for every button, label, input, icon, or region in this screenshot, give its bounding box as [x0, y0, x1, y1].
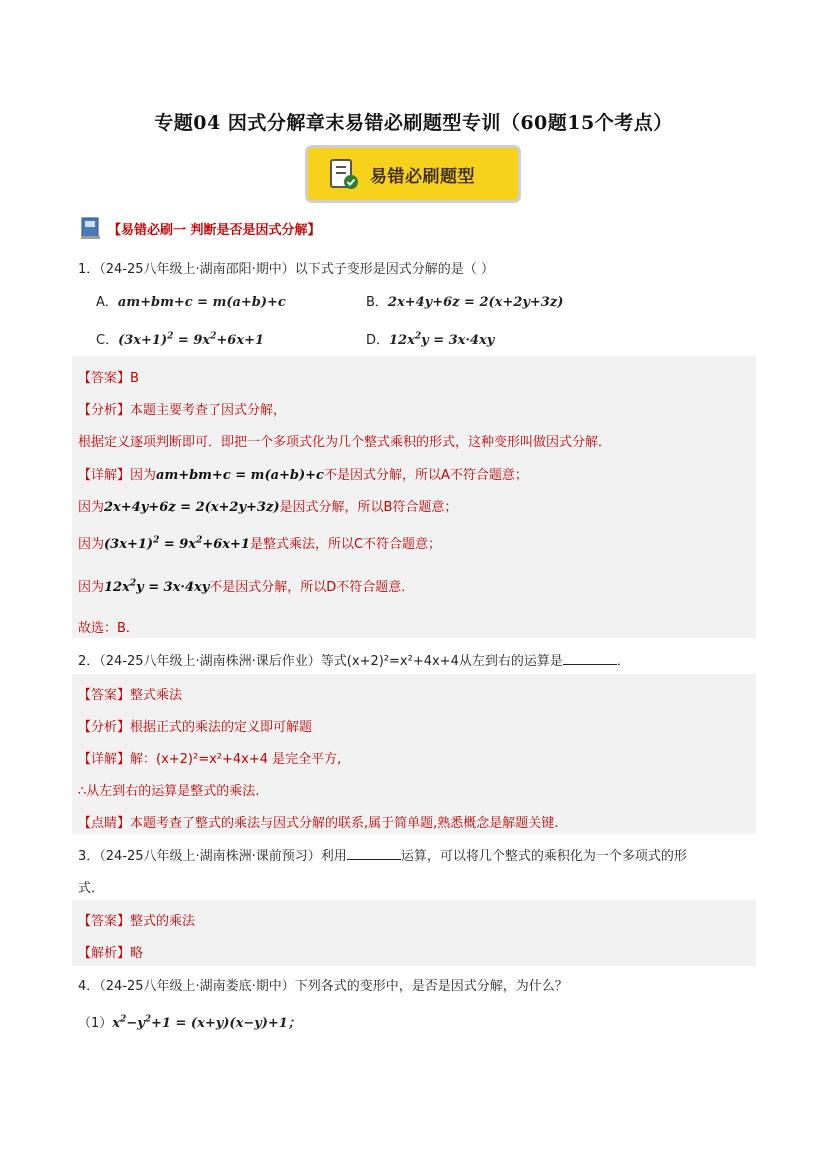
q3-stem-line2: 式．	[78, 881, 105, 896]
section-title: 【易错必刷一 判断是否是因式分解】	[108, 222, 321, 238]
q1-detail-a: 【详解】因为am+bm+c = m(a+b)+c不是因式分解，所以A不符合题意；	[78, 468, 528, 483]
q1-option-c	[96, 329, 264, 348]
document-title: 专题04 因式分解章末易错必刷题型专训（60题15个考点）	[154, 112, 673, 134]
section-heading	[78, 214, 321, 242]
q1-option-d-label: D．	[366, 333, 390, 348]
q1-option-d	[366, 329, 494, 348]
q1-option-a-expr: am+bm+c = m(a+b)+c	[117, 295, 286, 310]
q4-sub1: $(1)x^2-y^2+1 = (x+y)(x-y)+1$；	[78, 1014, 301, 1031]
q2-blank	[563, 652, 617, 665]
book-icon	[78, 215, 104, 241]
q2-detail-2: ∴从左到右的运算是整式的乘法.	[78, 784, 260, 799]
q1-detail-c: 因为$(3x+1)^2 = 9x^2+6x+1$是整式乘法，所以C不符合题意；	[78, 535, 442, 552]
q3-blank	[347, 847, 401, 860]
q1-option-b	[366, 291, 563, 310]
q2-comment: 【点睛】本题考查了整式的乘法与因式分解的联系,属于简单题,熟悉概念是解题关键.	[78, 816, 559, 831]
q1-analysis-2: 根据定义逐项判断即可．即把一个多项式化为几个整式乘积的形式，这种变形叫做因式分解．	[78, 435, 612, 450]
q3-stem: 3．（24-25八年级上·湖南株洲·课前预习）利用 运算，可以将几个整式的乘积化为一个多项式的形	[78, 849, 687, 864]
badge-label: 易错必刷题型	[370, 166, 475, 187]
q1-analysis: 【分析】本题主要考查了因式分解，	[78, 403, 287, 418]
q1-option-a-label: A．	[96, 295, 118, 310]
q2-answer: 【答案】整式乘法	[78, 688, 183, 703]
q3-answer: 【答案】整式的乘法	[78, 914, 196, 929]
checklist-icon	[326, 157, 360, 191]
q2-stem: 2．（24-25八年级上·湖南株洲·课后作业）等式(x+2)²=x²+4x+4从左到右的运算是 ．	[78, 654, 630, 669]
q1-detail-b: 因为2x+4y+6z = 2(x+2y+3z)是因式分解，所以B符合题意；	[78, 500, 458, 515]
q2-detail: 【详解】解：(x+2)²=x²+4x+4 是完全平方,	[78, 752, 342, 767]
q3-analysis: 【解析】略	[78, 946, 144, 961]
q1-option-c-label: C．	[96, 333, 119, 348]
q1-conclusion: 故选：B．	[78, 621, 139, 636]
q1-stem: 1．（24-25八年级上·湖南邵阳·期中）以下式子变形是因式分解的是（ ）	[78, 262, 494, 277]
q1-option-b-label: B．	[366, 295, 388, 310]
q1-option-a	[96, 291, 286, 310]
topic-badge	[308, 148, 518, 200]
q1-option-c-expr: $(3x+1)^2 = 9x^2+6x+1$	[118, 331, 265, 348]
q4-stem: 4．（24-25八年级上·湖南娄底·期中）下列各式的变形中，是否是因式分解，为什么？	[78, 979, 568, 994]
q1-option-d-expr: $12x^2y = 3x\cdot 4xy$	[389, 331, 495, 348]
q2-analysis: 【分析】根据正式的乘法的定义即可解题	[78, 720, 313, 735]
q1-option-b-expr: 2x+4y+6z = 2(x+2y+3z)	[387, 295, 564, 310]
q1-answer: 【答案】B	[78, 371, 139, 386]
q1-detail-d: 因为$12x^2y = 3x\cdot 4xy$不是因式分解，所以D不符合题意．	[78, 578, 415, 595]
